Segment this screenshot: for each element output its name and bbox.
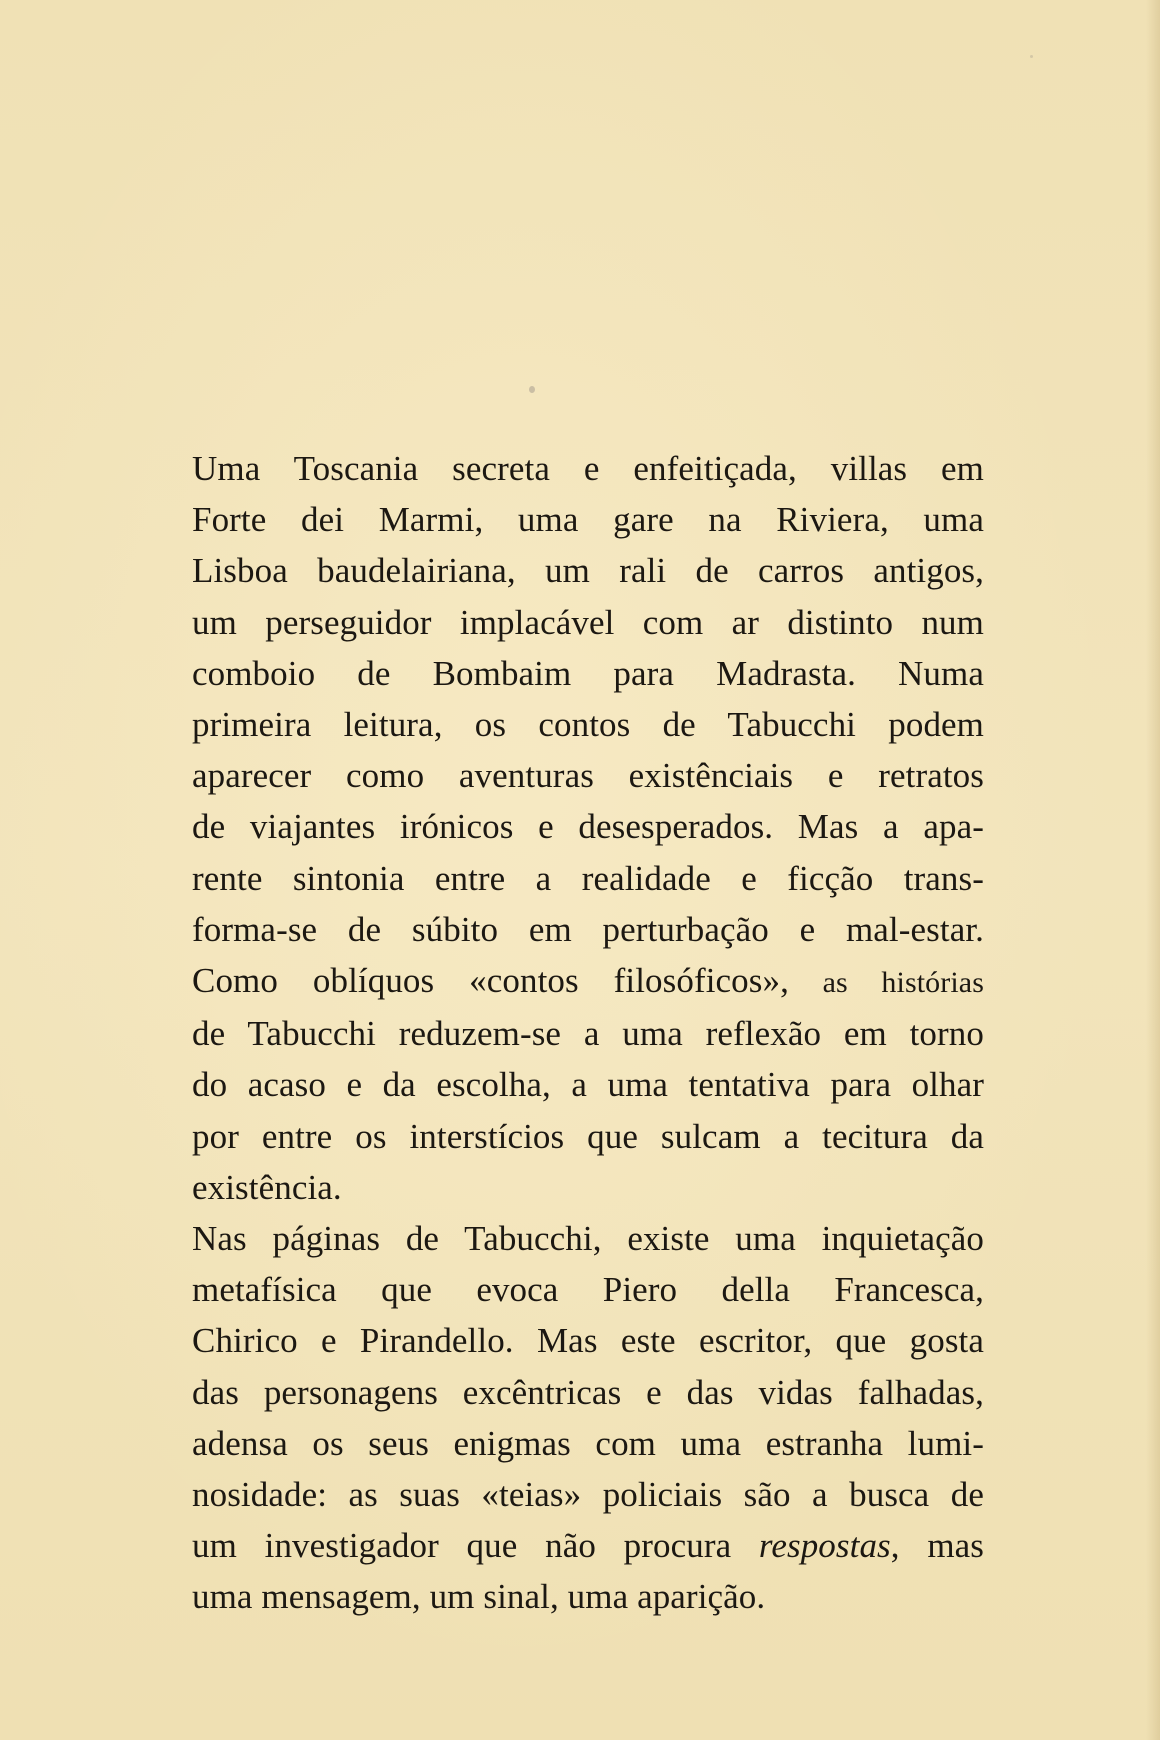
text-line: forma-se de súbito em perturbação e mal-estar.: [192, 909, 984, 949]
text-line: por entre os interstícios que sulcam a tecitura da: [192, 1116, 984, 1156]
text-line: Uma Toscania secreta e enfeitiçada, villas em: [192, 449, 984, 488]
text-line: metafísica que evoca Piero della Francesca,: [192, 1270, 984, 1310]
italic-word: respostas: [758, 1526, 891, 1566]
text-line: nosidade: as suas «teias» policiais são a busca de: [192, 1475, 984, 1515]
page-edge-shadow: [1146, 0, 1160, 1740]
text-line-part-small: as histórias: [788, 966, 984, 1000]
paper-speck: [529, 386, 535, 393]
text-line: Forte dei Marmi, uma gare na Riviera, uma: [192, 500, 984, 540]
text-line: comboio de Bombaim para Madrasta. Numa: [192, 653, 984, 693]
blurb-paragraph-2: [192, 1213, 984, 1623]
text-line: das personagens excêntricas e das vidas falhadas,: [192, 1372, 984, 1412]
text-line: uma mensagem, um sinal, uma aparição.: [192, 1577, 766, 1617]
blurb-paragraph-1: [192, 443, 984, 1213]
text-line: um perseguidor implacável com ar distinto num: [192, 602, 984, 642]
blurb-text: [192, 443, 984, 1623]
text-line: aparecer como aventuras existênciais e retratos: [192, 756, 984, 796]
paper-speck: [1030, 55, 1033, 58]
text-line: existência.: [192, 1167, 342, 1207]
text-line: [192, 955, 984, 1008]
text-line-part: , mas: [890, 1526, 984, 1566]
text-line: de viajantes irónicos e desesperados. Mas a apa-: [192, 807, 984, 847]
text-line: [192, 1520, 984, 1571]
text-line: de Tabucchi reduzem-se a uma reflexão em torno: [192, 1014, 984, 1054]
text-line: rente sintonia entre a realidade e ficção trans-: [192, 858, 984, 898]
text-line: Chirico e Pirandello. Mas este escritor, que gosta: [192, 1321, 984, 1361]
text-line: primeira leitura, os contos de Tabucchi podem: [192, 705, 984, 745]
text-line: Nas páginas de Tabucchi, existe uma inquietação: [192, 1219, 984, 1259]
text-line: do acaso e da escolha, a uma tentativa para olhar: [192, 1065, 984, 1105]
text-line: Lisboa baudelairiana, um rali de carros antigos,: [192, 551, 984, 591]
text-line-part: Como oblíquos «contos filosóficos»,: [192, 961, 789, 1001]
text-line: adensa os seus enigmas com uma estranha lumi-: [192, 1423, 984, 1463]
text-line-part: um investigador que não procura: [192, 1526, 759, 1566]
